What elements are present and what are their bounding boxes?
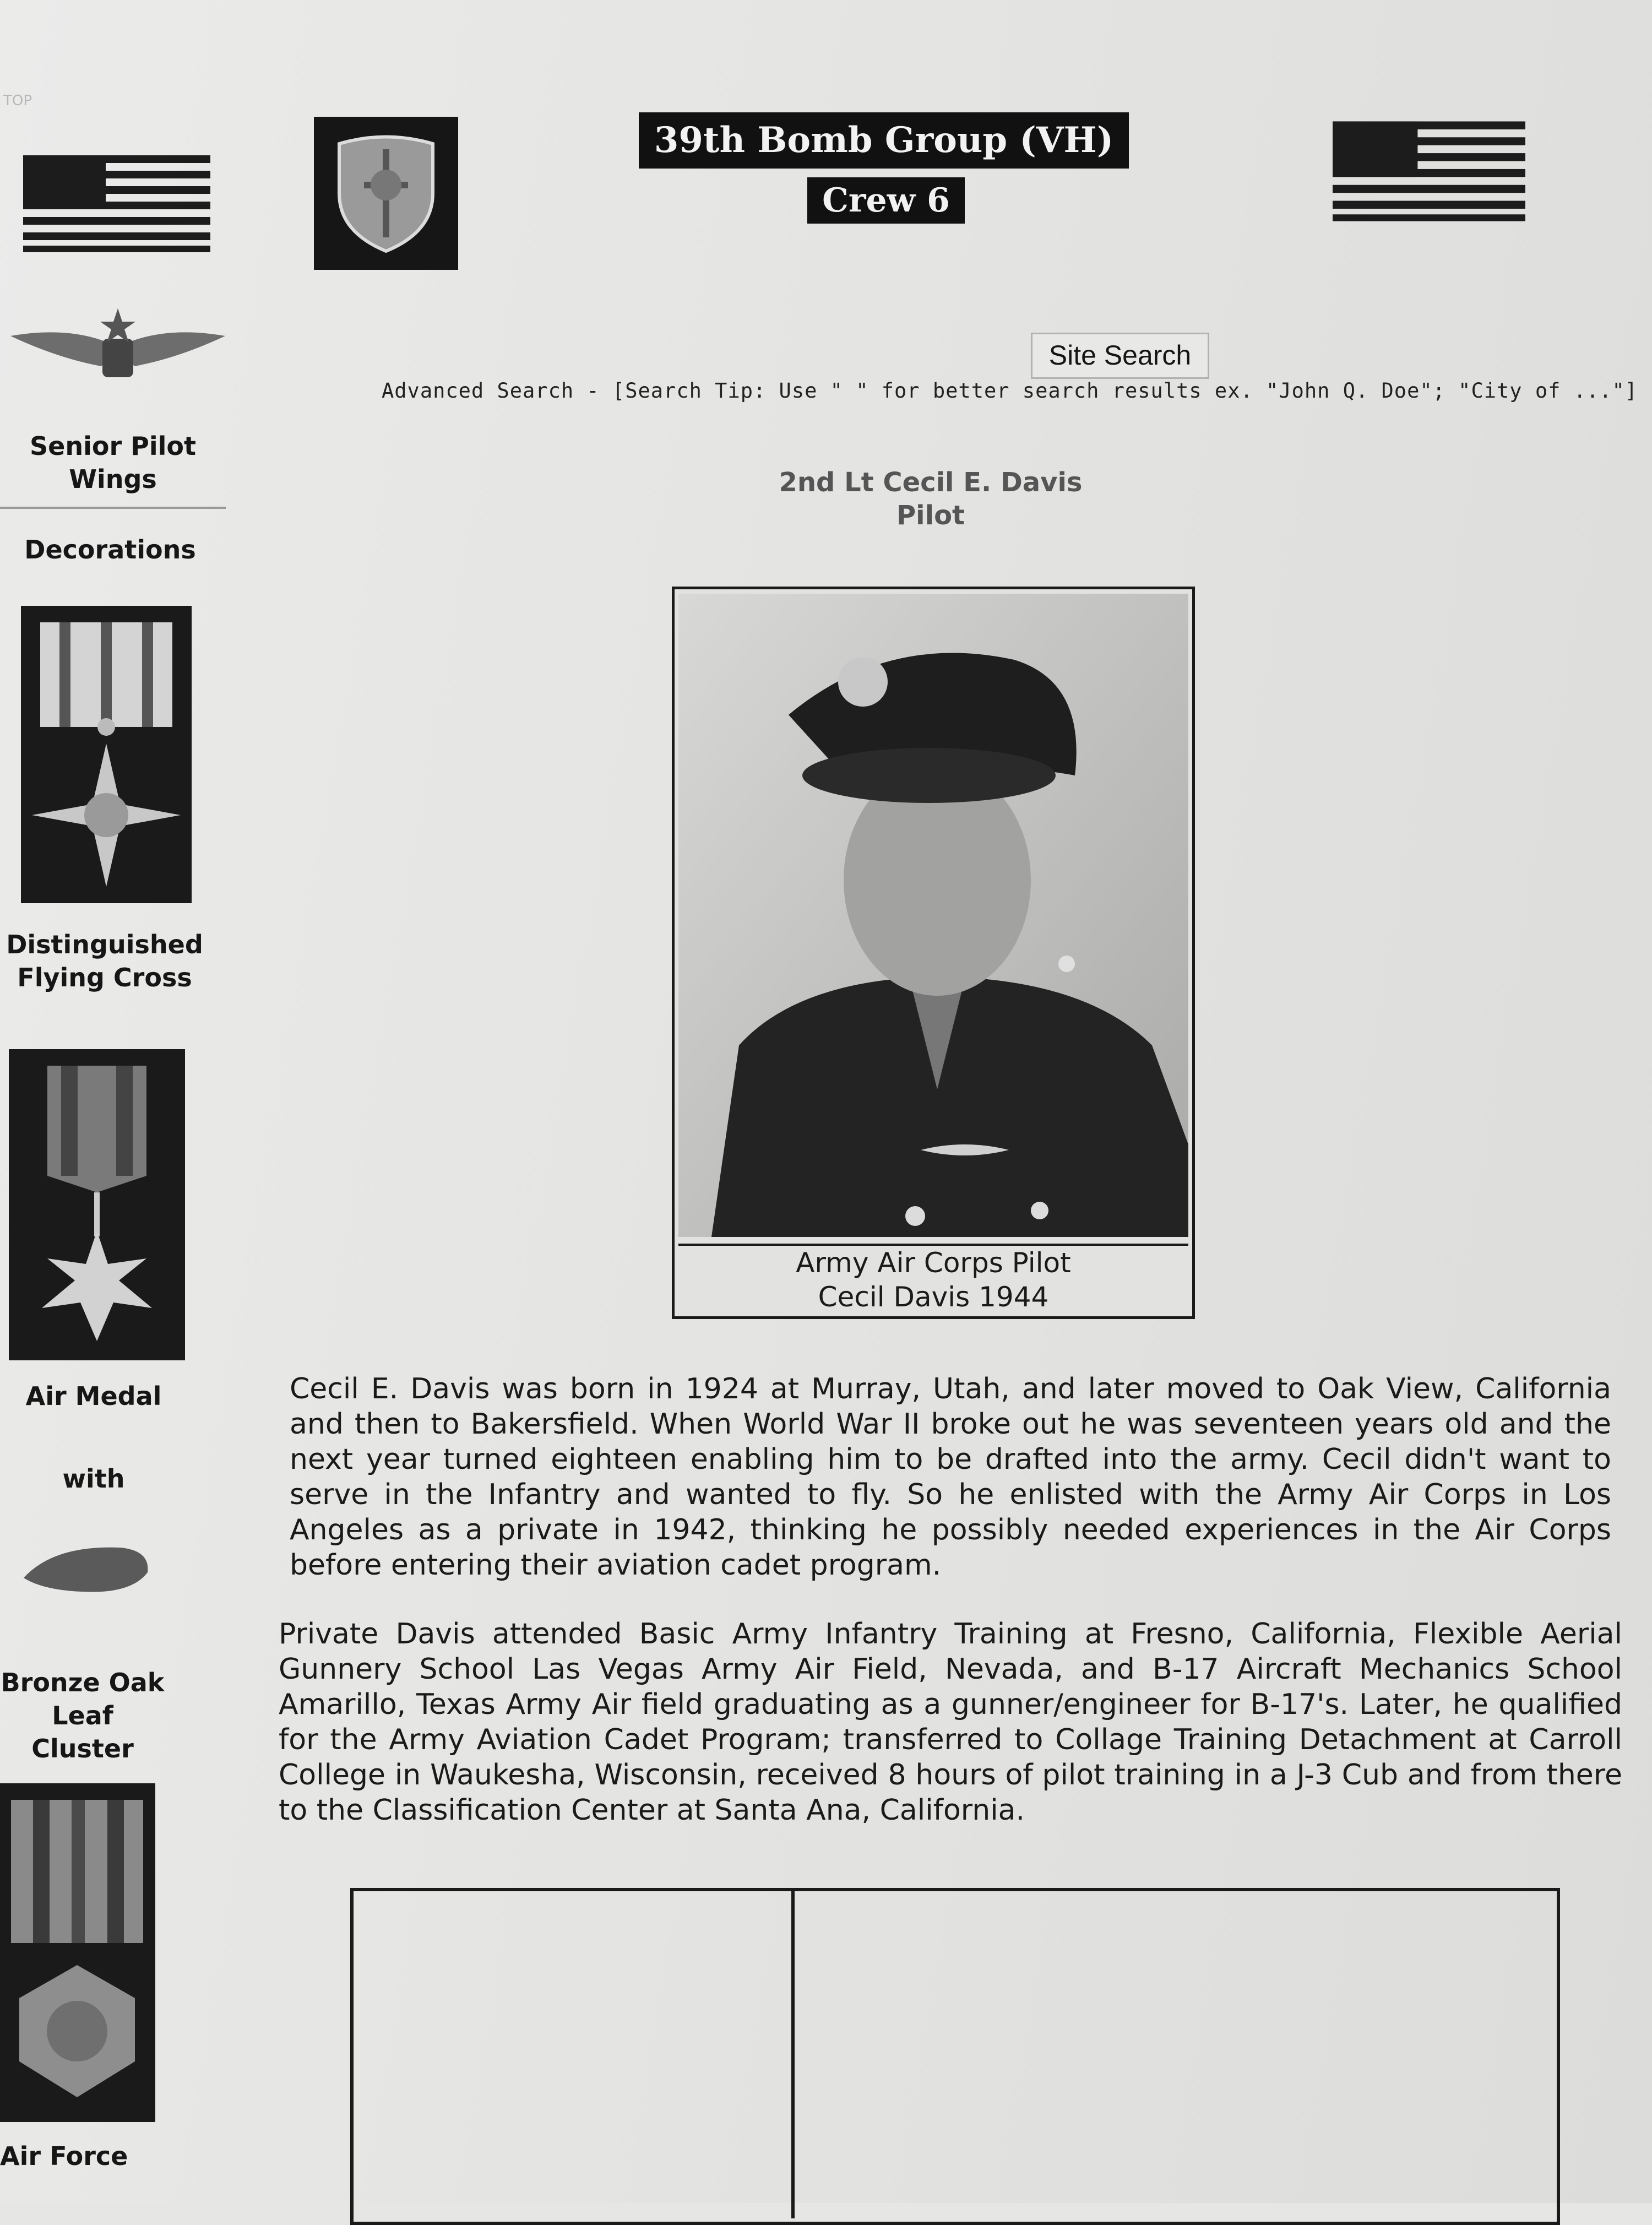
dfc-label-line-2: Flying Cross [17, 963, 192, 992]
bio-paragraph-2: Private Davis attended Basic Army Infantry Training at Fresno, California, Flexible Aerial Gunnery School Las Vegas Army Air Field, Nevada, and B-17 Aircraft Mechanics School Amarillo, Texas Army Air field graduating as a gunner/engineer for B-17's. Later, he qualified for the Army Aviation Cadet Program; transferred to Collage Training Detachment at Carroll College in Waukesha, Wisconsin, received 8 hours of pilot training in a J-3 Cub and from there to the Classification Center at Santa Ana, California. [279, 1618, 1622, 1827]
photo-table-frame [350, 1888, 1560, 2225]
us-flag-left-icon [23, 150, 210, 254]
air-force-label: Air Force [0, 2141, 128, 2171]
dfc-label-line-1: Distinguished [6, 930, 203, 959]
dfc-medal-image [21, 606, 192, 903]
pilot-wings-icon [8, 308, 228, 397]
wings-label-line-2: Wings [69, 464, 157, 494]
with-label: with [62, 1464, 125, 1494]
portrait-photo [678, 594, 1188, 1237]
distinguished-flying-cross-icon [21, 606, 192, 903]
caption-line-2: Cecil Davis 1944 [818, 1281, 1049, 1313]
air-medal-label: Air Medal [25, 1381, 162, 1411]
shield-icon [334, 133, 438, 254]
portrait-caption [678, 1244, 1188, 1317]
air-force-medal-icon [0, 1783, 155, 2122]
air-medal-image [9, 1049, 185, 1360]
cluster-label-line-2: Leaf Cluster [31, 1701, 134, 1763]
us-flag-right-icon [1333, 116, 1525, 226]
bio-paragraph-1: Cecil E. Davis was born in 1924 at Murray, Utah, and later moved to Oak View, California and then to Bakersfield. When World War II broke out he was seventeen years old and the next year turned eighteen enabling him to be drafted into the army. Cecil didn't want to serve in the Infantry and wanted to fly. So he enlisted with the Army Air Corps in Los Angeles as a private in 1942, thinking he possibly needed experiences in the Air Corps before entering their aviation cadet program. [290, 1372, 1611, 1582]
person-name: 2nd Lt Cecil E. Davis [779, 467, 1083, 498]
sidebar-divider [0, 507, 226, 509]
top-anchor-link[interactable]: TOP [3, 93, 32, 109]
site-search-button[interactable]: Site Search [1031, 333, 1209, 379]
wings-label-line-1: Senior Pilot [30, 431, 196, 461]
crew-subtitle: Crew 6 [807, 177, 965, 224]
air-force-medal-image [0, 1783, 155, 2122]
air-medal-icon [9, 1049, 185, 1360]
oak-leaf-cluster-icon [21, 1539, 153, 1600]
photo-table-divider [791, 1888, 795, 2218]
page-title: 39th Bomb Group (VH) [639, 112, 1129, 169]
bomb-group-crest [314, 117, 458, 270]
caption-line-1: Army Air Corps Pilot [796, 1247, 1071, 1279]
decorations-heading: Decorations [24, 535, 196, 565]
person-role: Pilot [896, 500, 965, 531]
cluster-label-line-1: Bronze Oak [1, 1668, 165, 1697]
advanced-search-link[interactable]: Advanced Search - [Search Tip: Use " " for better search results ex. "John Q. Doe"; "City of ..."] [382, 379, 1638, 403]
